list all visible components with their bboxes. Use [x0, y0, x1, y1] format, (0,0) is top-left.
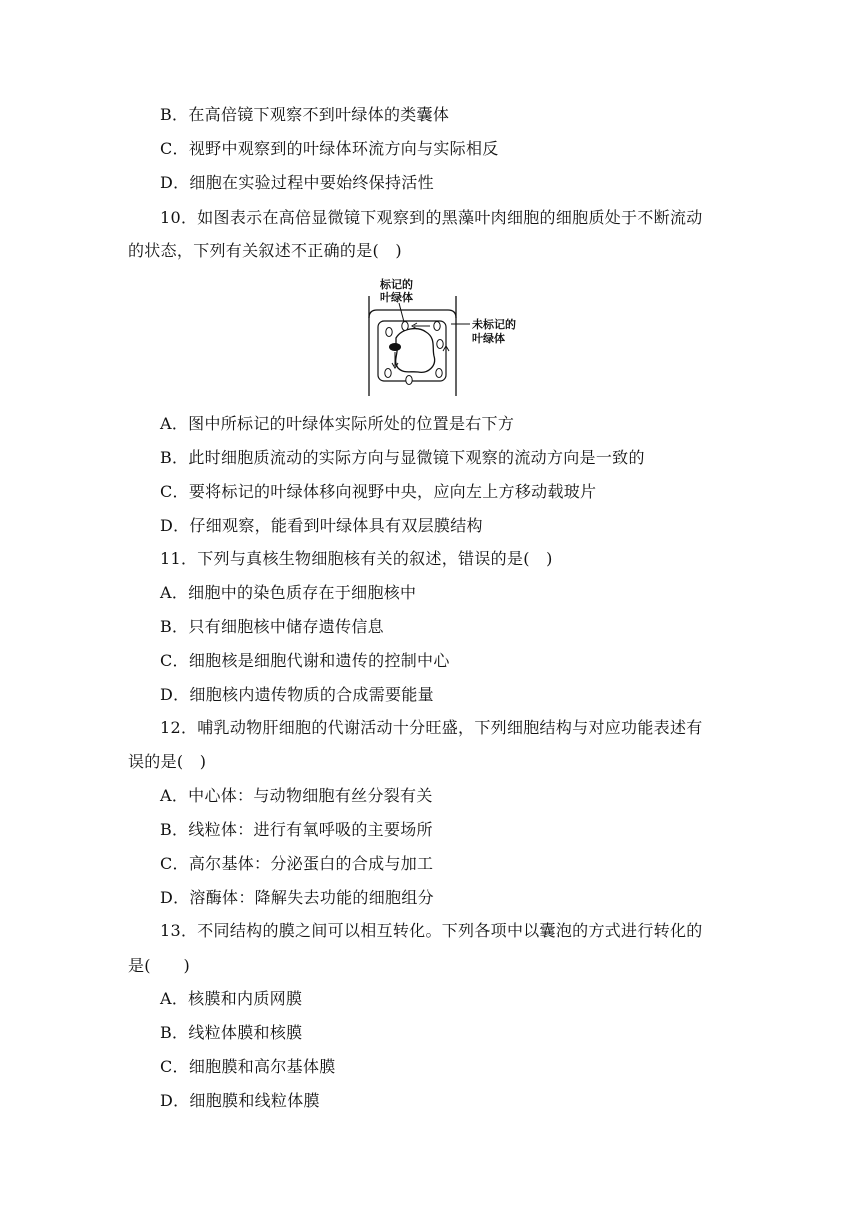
label-unmarked-line1: 未标记的 [472, 318, 516, 331]
q11-option-c: C．细胞核是细胞代谢和遗传的控制中心 [160, 651, 450, 670]
marked-chloroplast [389, 343, 401, 351]
label-unmarked-line2: 叶绿体 [472, 332, 505, 345]
cell-diagram-figure [352, 274, 542, 402]
q9-option-d: D．细胞在实验过程中要始终保持活性 [160, 173, 434, 192]
q12-option-c: C．高尔基体：分泌蛋白的合成与加工 [160, 854, 434, 873]
q11-option-b: B．只有细胞核中储存遗传信息 [160, 617, 384, 636]
q10-option-d: D．仔细观察，能看到叶绿体具有双层膜结构 [160, 516, 483, 535]
pointer-line-marked [399, 303, 404, 322]
q12-stem-line2: 误的是( ) [128, 752, 207, 771]
chloroplast-right-upper [437, 340, 443, 349]
q13-option-b: B．线粒体膜和核膜 [160, 1023, 303, 1042]
q13-stem-line1: 13．不同结构的膜之间可以相互转化。下列各项中以囊泡的方式进行转化的 [160, 921, 703, 940]
q10-option-b: B．此时细胞质流动的实际方向与显微镜下观察的流动方向是一致的 [160, 448, 645, 467]
q10-stem-line2: 的状态，下列有关叙述不正确的是( ) [128, 241, 402, 260]
chloroplast-right-lower [436, 369, 442, 378]
unmarked-chloroplast-top-right [434, 322, 440, 331]
q13-option-d: D．细胞膜和线粒体膜 [160, 1091, 320, 1110]
q12-option-d: D．溶酶体：降解失去功能的细胞组分 [160, 888, 434, 907]
q12-option-b: B．线粒体：进行有氧呼吸的主要场所 [160, 820, 433, 839]
label-marked-line1: 标记的 [380, 278, 413, 291]
cell-wall-top [369, 310, 456, 318]
q11-option-a: A．细胞中的染色质存在于细胞核中 [160, 583, 417, 602]
chloroplast-left-lower [385, 369, 391, 378]
q11-stem: 11．下列与真核生物细胞核有关的叙述，错误的是( ) [160, 549, 553, 568]
q12-option-a: A．中心体：与动物细胞有丝分裂有关 [160, 786, 433, 805]
chloroplast-left-upper [386, 328, 392, 337]
q10-option-c: C．要将标记的叶绿体移向视野中央，应向左上方移动载玻片 [160, 482, 597, 501]
vacuole [396, 329, 435, 373]
q9-option-b: B．在高倍镜下观察不到叶绿体的类囊体 [160, 105, 450, 124]
q9-option-c: C．视野中观察到的叶绿体环流方向与实际相反 [160, 139, 499, 158]
q10-stem-line1: 10．如图表示在高倍显微镜下观察到的黑藻叶肉细胞的细胞质处于不断流动 [160, 208, 703, 227]
q13-stem-line2: 是( ) [128, 956, 190, 975]
q13-option-c: C．细胞膜和高尔基体膜 [160, 1057, 336, 1076]
chloroplast-bottom [406, 376, 412, 385]
label-marked-line2: 叶绿体 [380, 291, 413, 304]
q13-option-a: A．核膜和内质网膜 [160, 989, 303, 1008]
unmarked-chloroplast-top-left [402, 322, 408, 331]
q11-option-d: D．细胞核内遗传物质的合成需要能量 [160, 685, 434, 704]
q12-stem-line1: 12．哺乳动物肝细胞的代谢活动十分旺盛，下列细胞结构与对应功能表述有 [160, 718, 703, 737]
q10-option-a: A．图中所标记的叶绿体实际所处的位置是右下方 [160, 414, 515, 433]
